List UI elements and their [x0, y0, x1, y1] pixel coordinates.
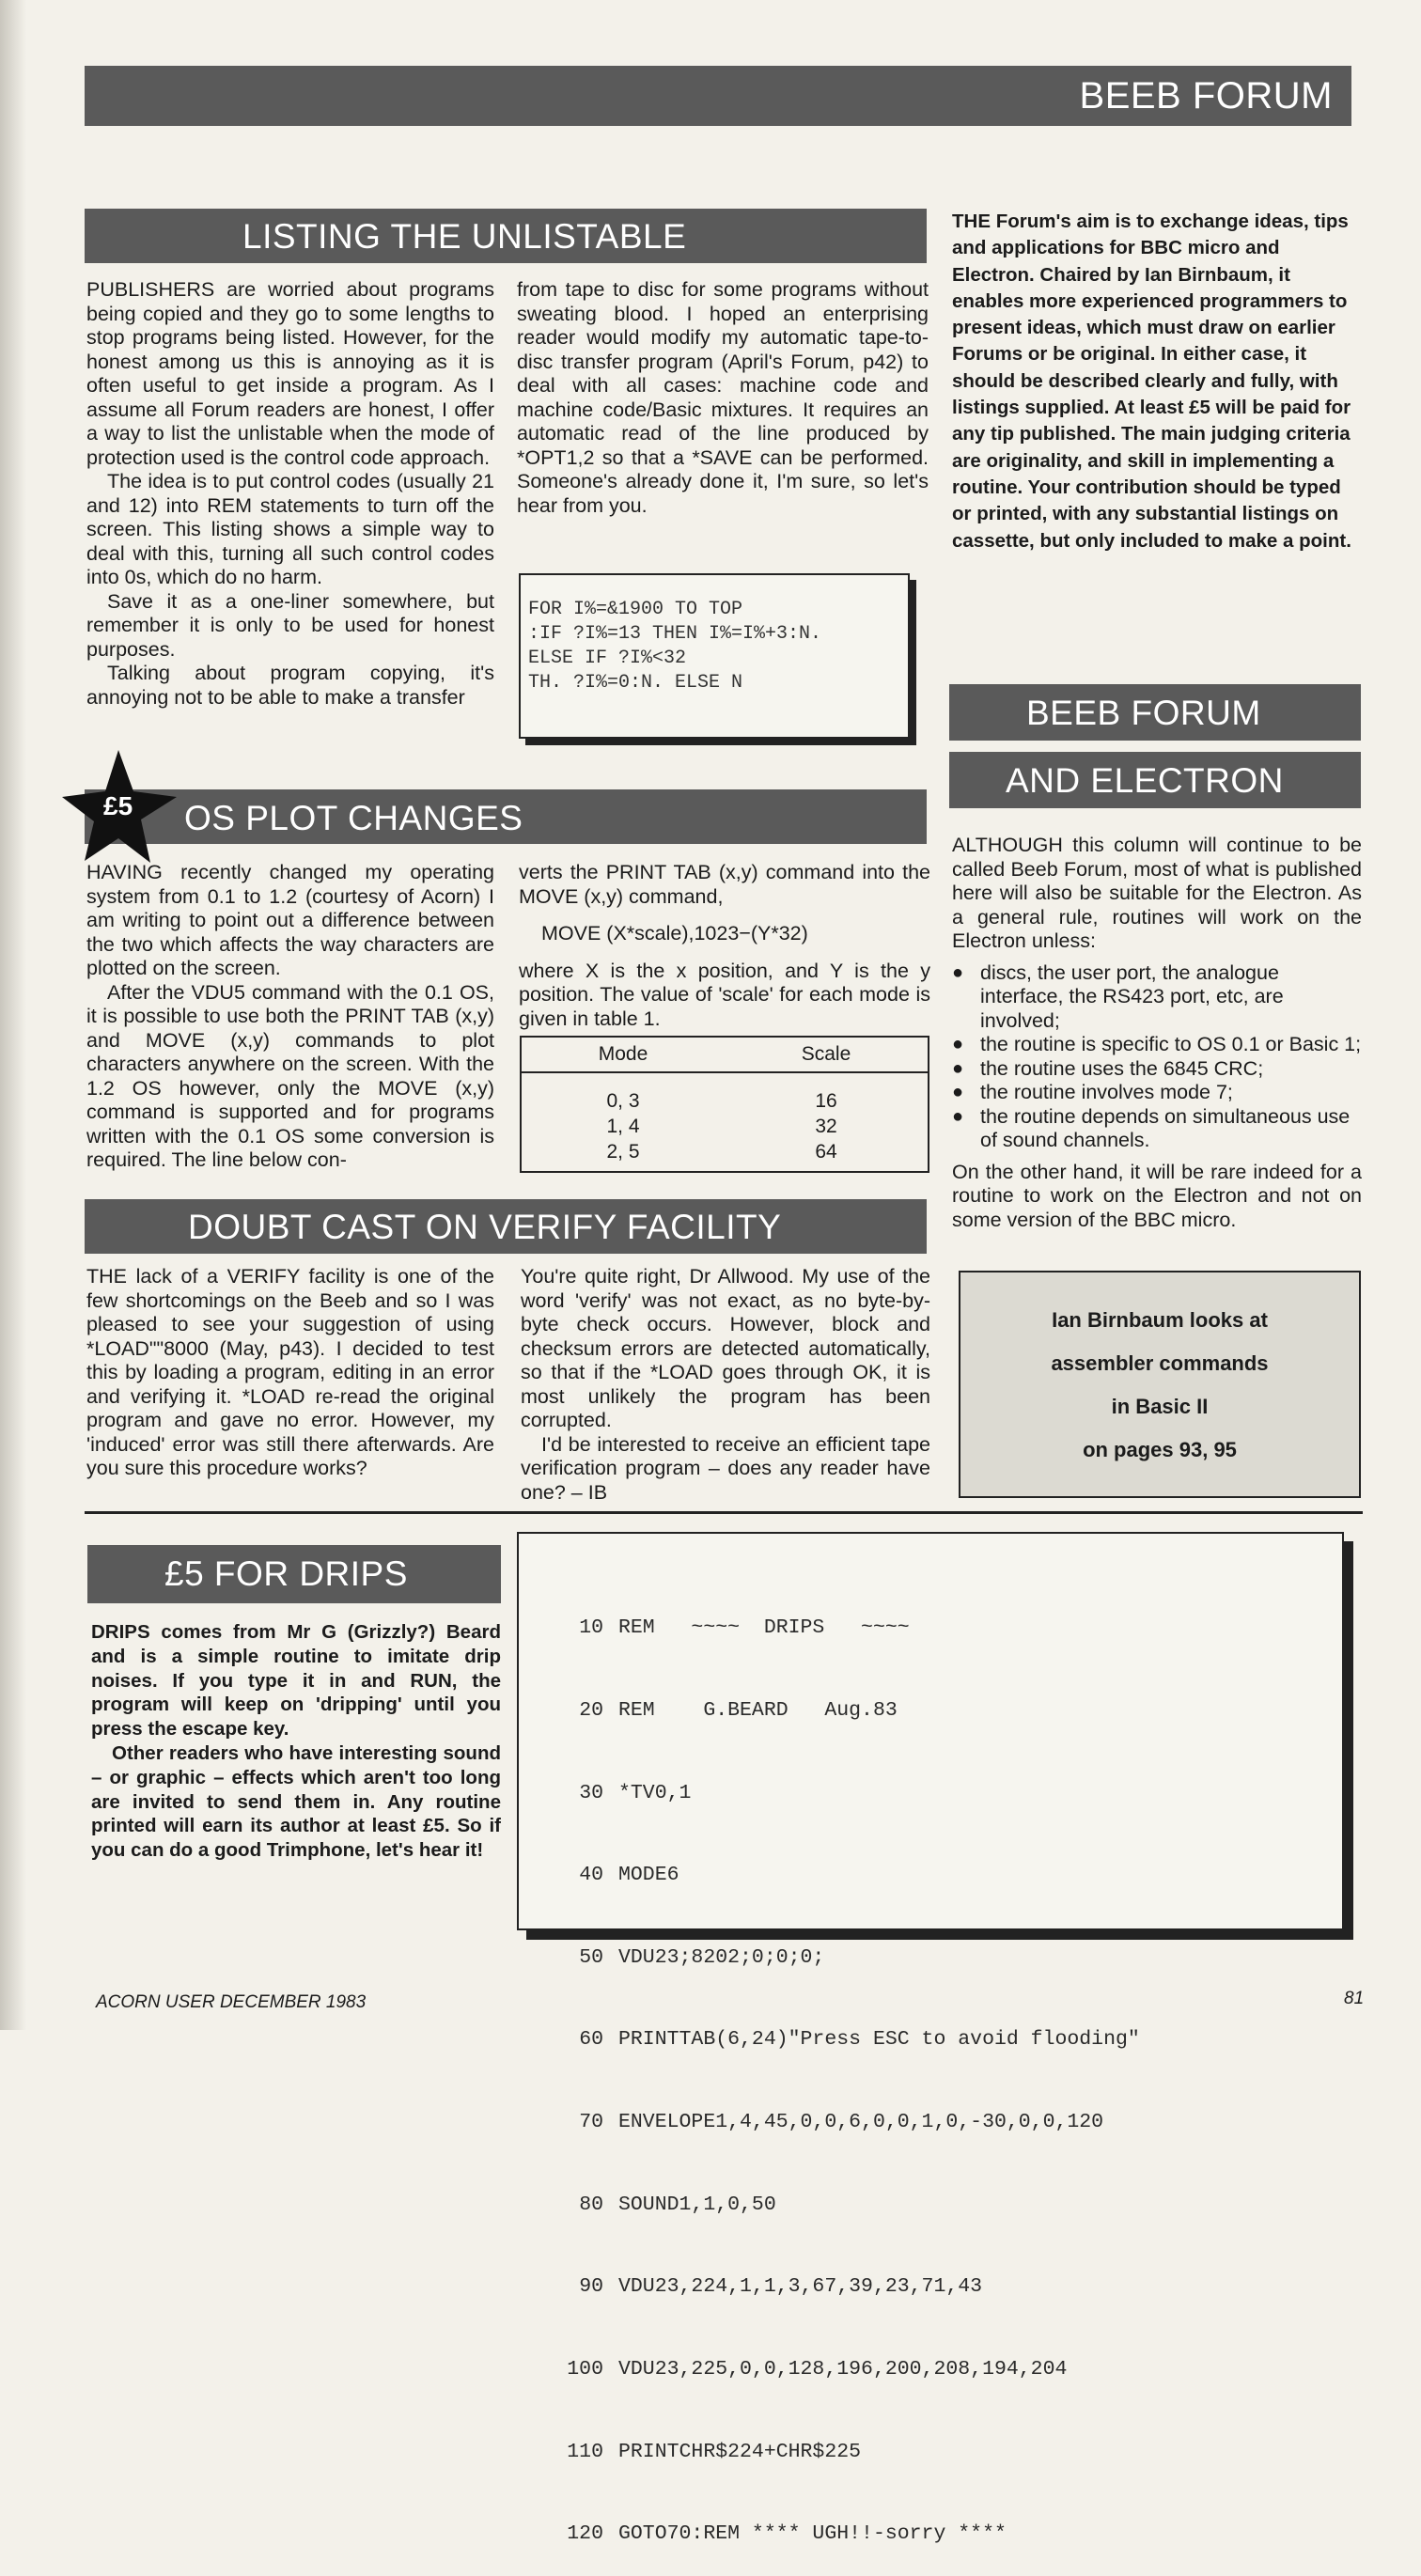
verify-para: THE lack of a VERIFY facility is one of the few shortcomings on the Beeb and so I was pleased to see your suggestion of using *LOAD""8000 (May, p43). I decided to test this by loading a program, editing in an error and verifying it. *LOAD re-read the original program and gave no error. However, my 'induced' error was still there afterwards. Are you sure this procedure works? [86, 1265, 494, 1479]
electron-title-1: BEEB FORUM [1026, 694, 1261, 732]
section-title: BEEB FORUM [1079, 75, 1333, 117]
listing-title-bar [85, 209, 927, 263]
verify-para: I'd be interested to receive an efficient tape verification program – does any reader have one? – IB [521, 1432, 930, 1504]
code-line: 90 VDU23,224,1,1,3,67,39,23,71,43 [579, 2275, 983, 2299]
listing-para: Save it as a one-liner somewhere, but remember it is only to be used for honest purposes. [86, 589, 494, 661]
listing-para: The idea is to put control codes (usually 21 and 12) into REM statements to turn off the screen. This listing shows a simple way to deal with this, turning all such control codes into 0s, which do no harm. [86, 470, 494, 588]
drips-title: £5 FOR DRIPS [164, 1554, 408, 1593]
list-item: ● the routine involves mode 7; [952, 1081, 1362, 1105]
electron-para: On the other hand, it will be rare indeed for a routine to work on the Electron and not on some version of the BBC micro. [952, 1160, 1362, 1231]
page-number: 81 [1344, 1989, 1365, 2008]
drips-para: DRIPS comes from Mr G (Grizzly?) Beard and is a simple routine to imitate drip noises. If you type it in and RUN, the program will keep on 'dripping' until you press the escape key. [91, 1621, 501, 1741]
code-line: 10 REM ~~~~ DRIPS ~~~~ [579, 1616, 910, 1640]
table-cell: 0, 3 [606, 1090, 640, 1112]
listing-col-2 [517, 278, 929, 518]
promo-line: in Basic II [1111, 1395, 1209, 1418]
listing-title: LISTING THE UNLISTABLE [242, 217, 687, 256]
drips-title-bar [87, 1545, 501, 1603]
osplot-para: where X is the x position, and Y is the y position. The value of 'scale' for each mode is given in table 1. [519, 959, 930, 1030]
osplot-col-2 [519, 861, 930, 1031]
verify-title-bar [85, 1199, 927, 1254]
verify-para: You're quite right, Dr Allwood. My use of the word 'verify' was not exact, as no byte-by-byte check occurs. However, block and checksum errors are detected automatically, so that if the *LOAD goes through OK, it is most unlikely the program has been corrupted. [521, 1265, 930, 1431]
list-item: ● discs, the user port, the analogue interface, the RS423 port, etc, are involved; [952, 961, 1362, 1034]
electron-text [952, 834, 1362, 1232]
listing-para: Talking about program copying, it's annoying not to be able to make a transfer [86, 662, 494, 709]
drips-text [91, 1620, 501, 1863]
verify-title: DOUBT CAST ON VERIFY FACILITY [188, 1208, 782, 1246]
code-line: TH. ?I%=0:N. ELSE N [528, 672, 743, 694]
scale-table [522, 1038, 928, 1164]
drips-para: Other readers who have interesting sound – or graphic – effects which aren't too long are invited to send them in. Any routine printed will earn its author at least £5. So if you can do a good Trimphone, let's hear it! [91, 1741, 501, 1862]
promo-box [959, 1271, 1361, 1498]
section-header-bar [85, 66, 1351, 126]
list-item: ● the routine uses the 6845 CRC; [952, 1057, 1362, 1082]
code-line: 100 VDU23,225,0,0,128,196,200,208,194,204 [567, 2357, 1068, 2381]
forum-intro: THE Forum's aim is to exchange ideas, tips and applications for BBC micro and Electron. Chaired by Ian Birnbaum, it enables more experienced programmers to present ideas, which must draw on earlier Forums or be original. In either case, it should be described clearly and fully, with listings supplied. At least £5 will be paid for any tip published. The main judging criteria are originality, and skill in implementing a routine. Your contribution should be typed or printed, with any substantial listings on cassette, but only included to make a point. [952, 211, 1351, 552]
promo-line: Ian Birnbaum looks at [1052, 1308, 1268, 1332]
osplot-formula: MOVE (X*scale),1023−(Y*32) [541, 922, 808, 945]
code-line: 60 PRINTTAB(6,24)"Press ESC to avoid flooding" [579, 2028, 1140, 2052]
table-header-mode: Mode [598, 1043, 648, 1065]
verify-col-2 [521, 1265, 930, 1505]
table-cell: 32 [815, 1116, 837, 1137]
code-line: 110 PRINTCHR$224+CHR$225 [567, 2440, 862, 2463]
scale-table-box [520, 1036, 929, 1173]
promo-line: on pages 93, 95 [1083, 1438, 1237, 1461]
code-line: :IF ?I%=13 THEN I%=I%+3:N. [528, 623, 822, 645]
electron-title-bar-1 [949, 684, 1361, 741]
osplot-title: OS PLOT CHANGES [184, 799, 523, 837]
footer-publication: ACORN USER DECEMBER 1983 [96, 1992, 367, 2012]
divider [85, 1511, 1363, 1514]
code-line: FOR I%=&1900 TO TOP [528, 599, 743, 620]
electron-para: ALTHOUGH this column will continue to be called Beeb Forum, most of what is published here will also be suitable for the Electron. As a general rule, routines will work on the Electron unless: [952, 834, 1362, 952]
osplot-col-1 [86, 861, 494, 1173]
code-line: 50 VDU23;8202;0;0;0; [579, 1945, 825, 1969]
electron-title-bar-2 [949, 752, 1361, 808]
list-item: ● the routine depends on simultaneous use of sound channels. [952, 1105, 1362, 1153]
table-header-scale: Scale [801, 1043, 851, 1065]
page-gutter [0, 0, 26, 2030]
osplot-para: After the VDU5 command with the 0.1 OS, it is possible to use both the PRINT TAB (x,y) and MOVE (x,y) commands to plot characters anywhere on the screen. With the 1.2 OS however, only the MOVE (x,y) command is supported and for programs written with the 0.1 OS some conversion is required. The line below con- [86, 980, 494, 1171]
drips-code-box [517, 1532, 1344, 2546]
code-line: 120 GOTO70:REM **** UGH!!-sorry **** [567, 2522, 1007, 2546]
list-item: ● the routine is specific to OS 0.1 or Basic 1; [952, 1033, 1362, 1057]
table-cell: 1, 4 [606, 1116, 640, 1137]
osplot-para: HAVING recently changed my operating system from 0.1 to 1.2 (courtesy of Acorn) I am writing to point out a difference between the two which affects the way characters are plotted on the screen. [86, 861, 494, 979]
code-line: 70 ENVELOPE1,4,45,0,0,6,0,0,1,0,-30,0,0,120 [579, 2111, 1104, 2134]
osplot-para: verts the PRINT TAB (x,y) command into the MOVE (x,y) command, [519, 861, 930, 908]
electron-bullets [952, 961, 1362, 1153]
promo-line: assembler commands [1051, 1351, 1269, 1375]
table-cell: 2, 5 [606, 1141, 640, 1163]
table-cell: 64 [815, 1141, 837, 1163]
listing-code-box [519, 573, 910, 739]
code-line: 40 MODE6 [579, 1864, 679, 1887]
table-cell: 16 [815, 1090, 837, 1112]
code-line: ELSE IF ?I%<32 [528, 648, 687, 669]
osplot-title-bar [85, 789, 927, 844]
listing-para: from tape to disc for some programs without sweating blood. I hoped an enterprising reader would modify my automatic tape-to-disc transfer program (April's Forum, p42) to deal with all cases: machine code and machine code/Basic mixtures. It requires an automatic read of the line produced by *OPT1,2 so that a *SAVE can be performed. Someone's already done it, I'm sure, so let's hear from you. [517, 278, 929, 517]
code-line: 80 SOUND1,1,0,50 [579, 2193, 776, 2216]
electron-title-2: AND ELECTRON [1006, 761, 1284, 800]
star-badge-label: £5 [103, 791, 133, 820]
code-line: 20 REM G.BEARD Aug.83 [579, 1699, 898, 1723]
listing-para: PUBLISHERS are worried about programs being copied and they go to some lengths to stop programs being listed. However, for the honest among us this is annoying as it is often useful to get inside a program. As I assume all Forum readers are honest, I offer a way to list the unlistable when the mode of protection used is the control code approach. [86, 278, 494, 469]
listing-col-1 [86, 278, 494, 710]
code-line: 30 *TV0,1 [579, 1781, 692, 1804]
verify-col-1 [86, 1265, 494, 1481]
